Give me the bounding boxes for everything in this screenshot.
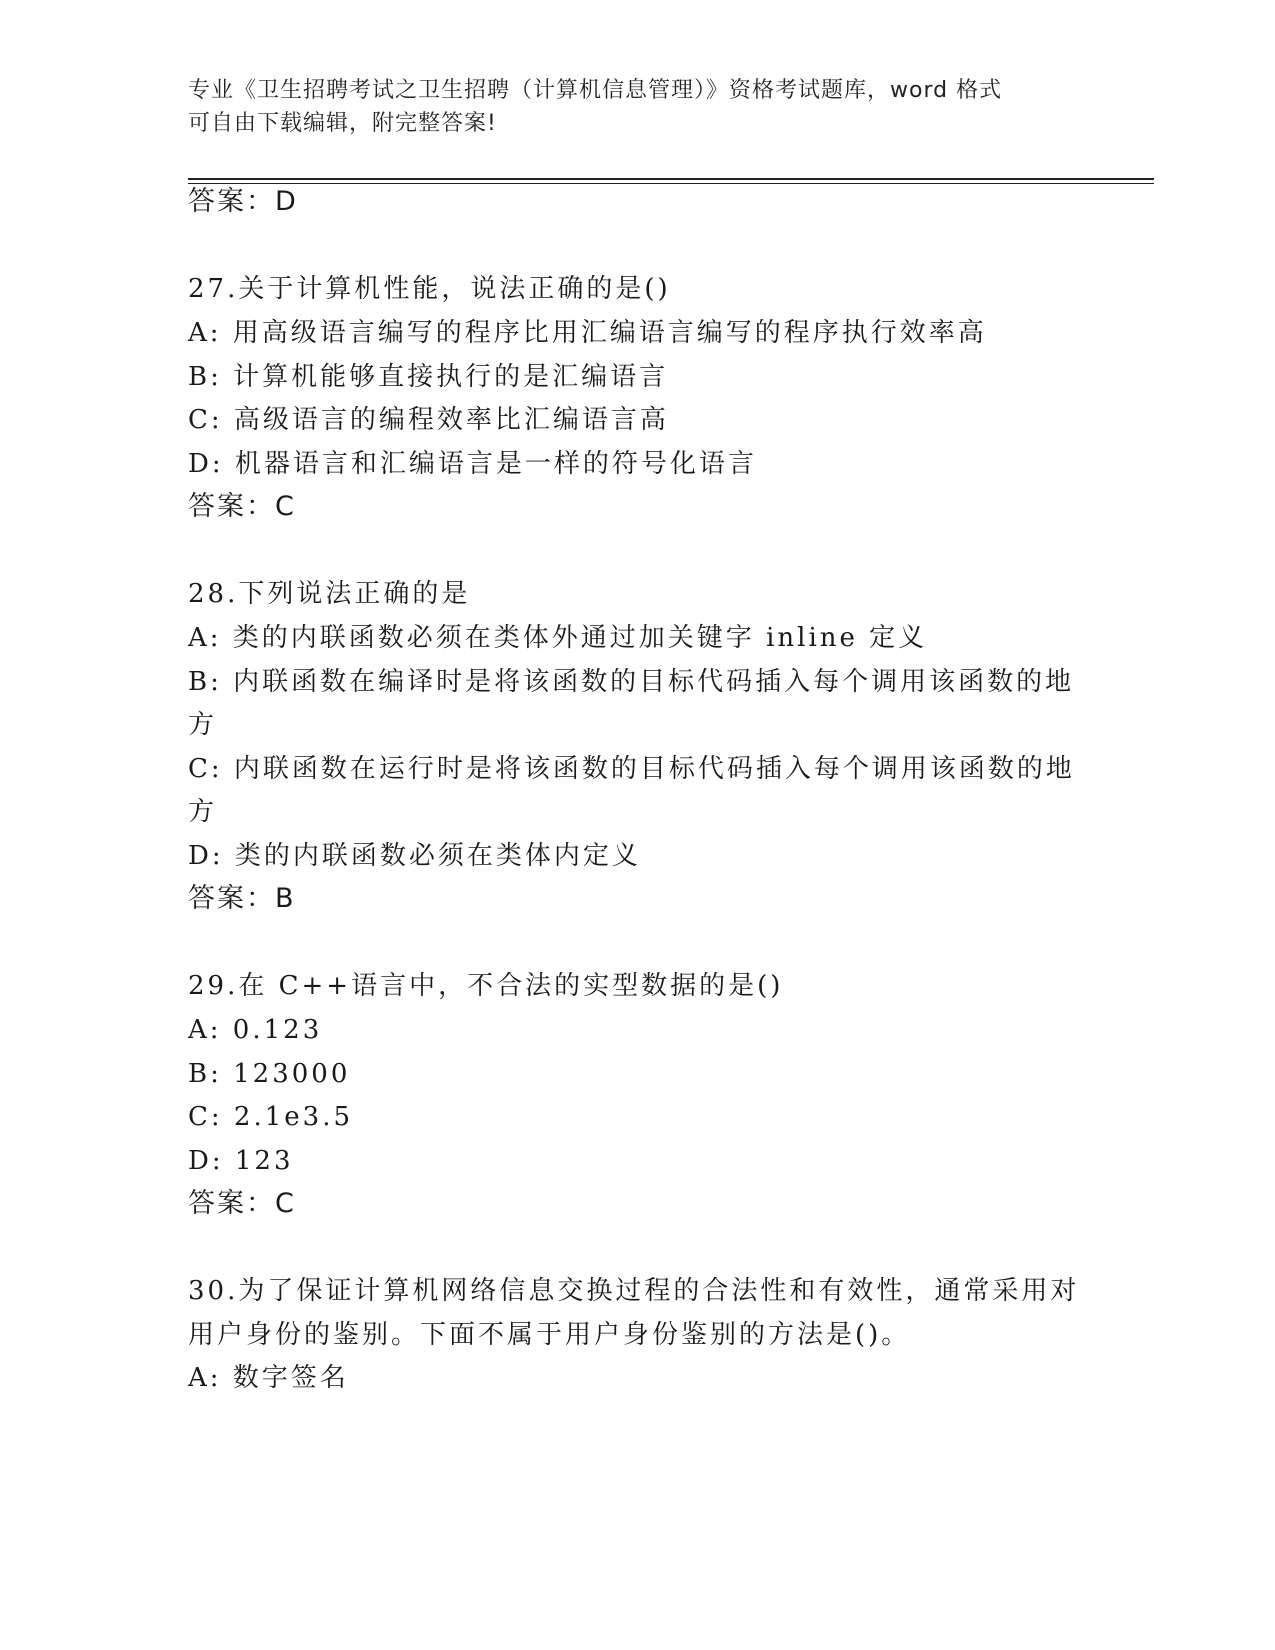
question-30-line-1: 30.为了保证计算机网络信息交换过程的合法性和有效性，通常采用对 — [188, 1276, 1080, 1306]
q28-option-b-cont: 方 — [188, 710, 218, 740]
answer-q27: 答案：C — [188, 491, 296, 522]
page-header — [188, 74, 1068, 140]
q28-option-b: B: 内联函数在编译时是将该函数的目标代码插入每个调用该函数的地 — [188, 667, 1075, 697]
q28-option-c: C: 内联函数在运行时是将该函数的目标代码插入每个调用该函数的地 — [188, 754, 1075, 784]
question-30-line-2: 用户身份的鉴别。下面不属于用户身份鉴别的方法是()。 — [188, 1320, 911, 1350]
q28-option-d: D: 类的内联函数必须在类体内定义 — [188, 841, 641, 871]
q29-option-a: A: 0.123 — [188, 1015, 323, 1045]
question-27: 27.关于计算机性能，说法正确的是() — [188, 274, 671, 304]
q30-option-a: A: 数字签名 — [188, 1363, 349, 1393]
q29-option-c: C: 2.1e3.5 — [188, 1102, 354, 1132]
q28-option-a: A: 类的内联函数必须在类体外通过加关键字 inline 定义 — [188, 623, 928, 653]
q27-option-c: C: 高级语言的编程效率比汇编语言高 — [188, 405, 669, 435]
header-line-2: 可自由下载编辑，附完整答案! — [188, 111, 497, 136]
answer-q28: 答案：B — [188, 883, 296, 914]
q29-option-d: D: 123 — [188, 1146, 294, 1176]
q27-option-a: A: 用高级语言编写的程序比用汇编语言编写的程序执行效率高 — [188, 318, 987, 348]
answer-q29: 答案：C — [188, 1188, 296, 1219]
q27-option-d: D: 机器语言和汇编语言是一样的符号化语言 — [188, 449, 757, 479]
q27-option-b: B: 计算机能够直接执行的是汇编语言 — [188, 362, 669, 392]
header-line-1: 专业《卫生招聘考试之卫生招聘（计算机信息管理）》资格考试题库，word 格式 — [188, 78, 1003, 103]
q28-option-c-cont: 方 — [188, 797, 218, 827]
question-29: 29.在 C++语言中，不合法的实型数据的是() — [188, 971, 784, 1001]
question-28: 28.下列说法正确的是 — [188, 579, 471, 609]
q29-option-b: B: 123000 — [188, 1059, 351, 1089]
answer-q26: 答案：D — [188, 186, 298, 217]
